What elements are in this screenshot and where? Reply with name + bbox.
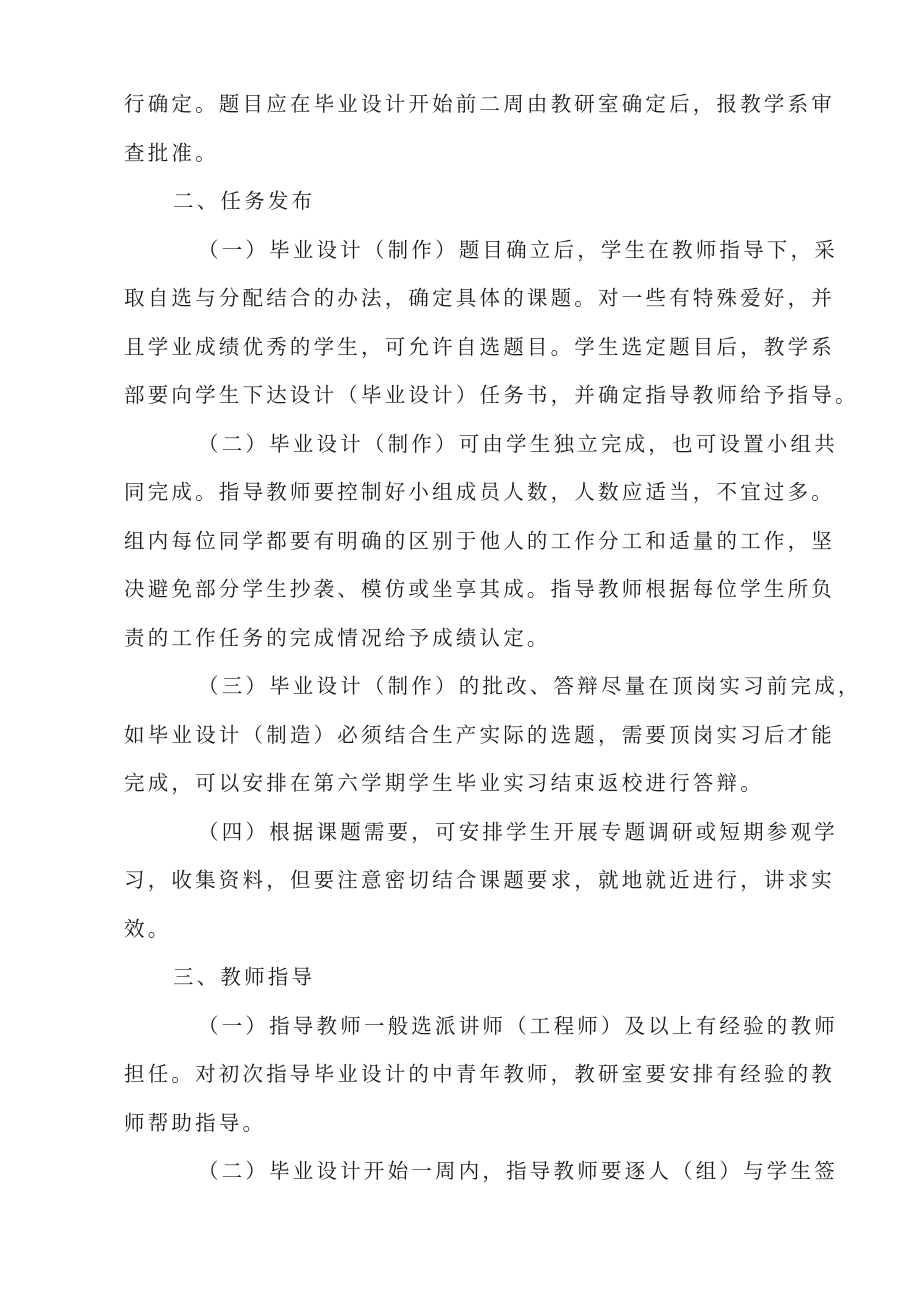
text-line: 行确定。题目应在毕业设计开始前二周由教研室确定后，报教学系审 <box>124 92 835 116</box>
text-line: 习，收集资料，但要注意密切结合课题要求，就地就近进行，讲求实 <box>124 868 835 892</box>
document-page <box>124 80 862 1196</box>
text-line: 取自选与分配结合的办法，确定具体的课题。对一些有特殊爱好，并 <box>124 286 835 310</box>
text-line: （一）指导教师一般选派讲师（工程师）及以上有经验的教师 <box>198 1013 838 1038</box>
text-line: 部要向学生下达设计（毕业设计）任务书，并确定指导教师给予指导。 <box>124 383 859 407</box>
section-heading-teacher-guidance: 三、教师指导 <box>173 965 316 989</box>
text-line: 且学业成绩优秀的学生，可允许自选题目。学生选定题目后，教学系 <box>124 334 835 359</box>
text-line: （一）毕业设计（制作）题目确立后，学生在教师指导下，采 <box>198 237 838 262</box>
text-line: 决避免部分学生抄袭、模仿或坐享其成。指导教师根据每位学生所负 <box>124 577 835 601</box>
text-line: （二）毕业设计开始一周内，指导教师要逐人（组）与学生签 <box>198 1159 838 1183</box>
text-line: 效。 <box>124 916 172 941</box>
text-line: 责的工作任务的完成情况给予成绩认定。 <box>124 625 551 650</box>
text-line: 查批准。 <box>124 140 219 165</box>
section-heading-task-release: 二、任务发布 <box>173 189 316 213</box>
text-line: 组内每位同学都要有明确的区别于他人的工作分工和适量的工作，坚 <box>124 528 835 553</box>
text-line: （二）毕业设计（制作）可由学生独立完成，也可设置小组共 <box>198 431 838 456</box>
text-line: 完成，可以安排在第六学期学生毕业实习结束返校进行答辩。 <box>124 771 764 795</box>
text-line: 如毕业设计（制造）必须结合生产实际的选题，需要顶岗实习后才能 <box>124 722 835 747</box>
text-line: 师帮助指导。 <box>124 1110 267 1135</box>
text-line: 同完成。指导教师要控制好小组成员人数，人数应适当，不宜过多。 <box>124 480 835 504</box>
text-line: 担任。对初次指导毕业设计的中青年教师，教研室要安排有经验的教 <box>124 1062 835 1086</box>
text-line: （三）毕业设计（制作）的批改、答辩尽量在顶岗实习前完成， <box>198 674 862 698</box>
text-line: （四）根据课题需要，可安排学生开展专题调研或短期参观学 <box>198 819 838 844</box>
